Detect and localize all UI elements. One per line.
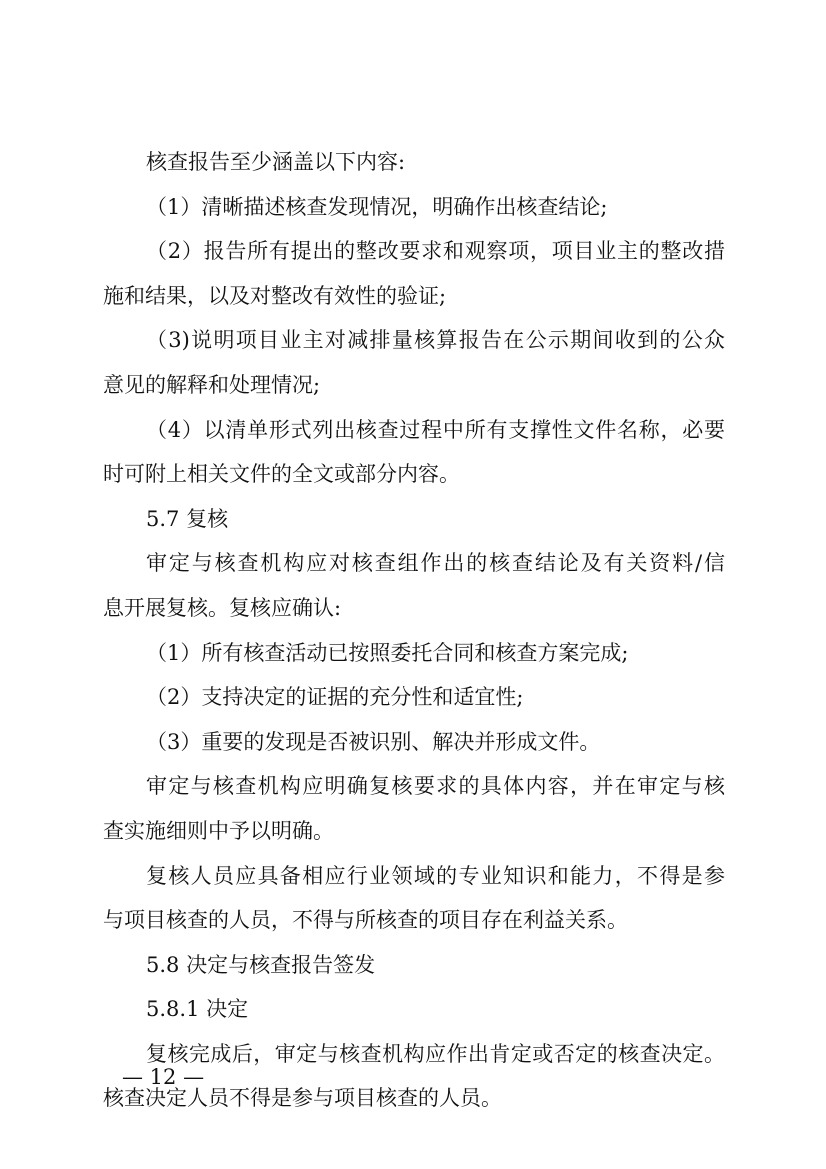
text-line: （1）所有核查活动已按照委托合同和核查方案完成;	[146, 640, 629, 665]
text-line: （3)说明项目业主对减排量核算报告在公示期间收到的公众	[146, 328, 725, 353]
text-line: （4）以清单形式列出核查过程中所有支撑性文件名称，必要	[146, 417, 725, 442]
text-line: 时可附上相关文件的全文或部分内容。	[103, 462, 460, 487]
text-line: 核查报告至少涵盖以下内容:	[146, 150, 406, 174]
text-line: （2）报告所有提出的整改要求和观察项，项目业主的整改措	[146, 239, 725, 264]
subsection-heading: 5.8.1 决定	[146, 997, 249, 1022]
text-line: 审定与核查机构应对核查组作出的核查结论及有关资料/信	[146, 551, 725, 576]
text-line: 审定与核查机构应明确复核要求的具体内容，并在审定与核	[146, 774, 725, 799]
page-number: — 12 —	[122, 1065, 205, 1089]
text-line: （1）清晰描述核查发现情况，明确作出核查结论;	[146, 194, 608, 219]
text-line: （3）重要的发现是否被识别、解决并形成文件。	[146, 729, 601, 754]
text-line: （2）支持决定的证据的充分性和适宜性;	[146, 685, 524, 710]
section-heading: 5.7 复核	[146, 506, 229, 531]
text-line: 与项目核查的人员，不得与所核查的项目存在利益关系。	[103, 908, 628, 933]
text-line: 复核完成后，审定与核查机构应作出肯定或否定的核查决定。	[146, 1041, 725, 1066]
text-line: 息开展复核。复核应确认:	[103, 595, 342, 620]
text-line: 复核人员应具备相应行业领域的专业知识和能力，不得是参	[146, 863, 725, 888]
text-line: 意见的解释和处理情况;	[103, 372, 321, 397]
document-body	[103, 140, 725, 1121]
text-line: 查实施细则中予以明确。	[103, 818, 334, 843]
text-line: 施和结果，以及对整改有效性的验证;	[103, 283, 447, 308]
section-heading: 5.8 决定与核查报告签发	[146, 952, 376, 977]
text-line: 核查决定人员不得是参与项目核查的人员。	[103, 1086, 502, 1111]
